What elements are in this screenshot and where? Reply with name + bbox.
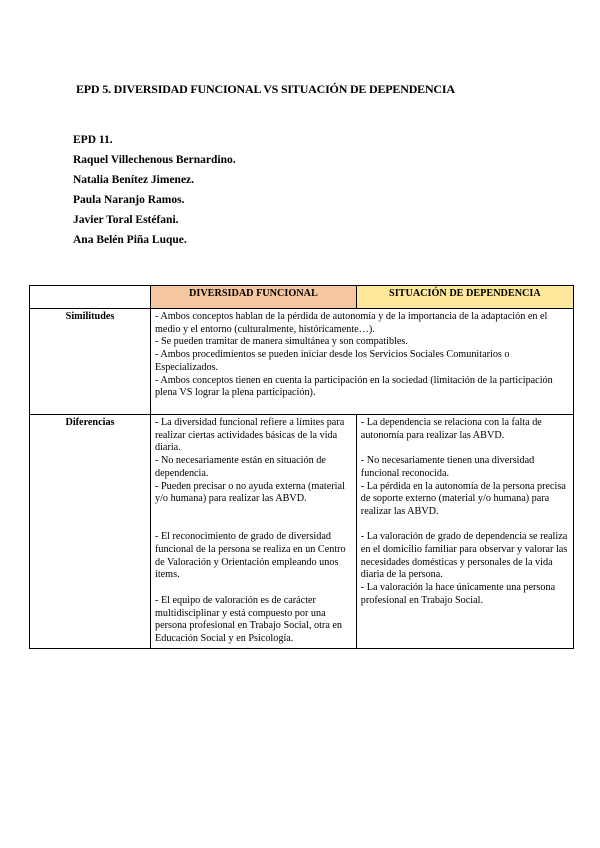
diferencia-item: - No necesariamente tienen una diversidad funcional reconocida. [360,455,535,479]
similitud-item: - Ambos procedimientos se pueden iniciar desde los Servicios Sociales Comunitarios o Especializados. [155,349,510,373]
author-list [73,133,236,253]
table-row-diferencias [30,415,574,649]
row-label-similitudes: Similitudes [30,309,151,415]
author-name: Paula Naranjo Ramos. [73,194,185,206]
diferencia-item: - La valoración de grado de dependencia se realiza en el domicilio familiar para observar y valorar las necesidades domésticas y personales de la vida diaria de la persona. [360,531,568,581]
diferencia-item: - El equipo de valoración es de carácter multidisciplinar y está compuesto por una persona profesional en Trabajo Social, otra en Educación Social y en Psicología. [155,594,343,644]
header-situacion-dependencia: SITUACIÓN DE DEPENDENCIA [356,286,573,309]
author-name: Natalia Benítez Jimenez. [73,174,195,186]
spacer [155,582,352,595]
author-name: Ana Belén Piña Luque. [73,234,187,246]
diferencia-item: - No necesariamente están en situación de dependencia. [155,455,326,479]
similitud-item: - Ambos conceptos tienen en cuenta la participación en la sociedad (limitación de la participación plena VS lograr la plena participación). [155,374,553,399]
diferencia-item: - Pueden precisar o no ayuda externa (material y/o humana) para realizar las ABVD. [155,480,345,505]
author-name: Javier Toral Estéfani. [73,214,179,226]
diferencias-dependencia-cell [356,415,573,649]
document-title: EPD 5. DIVERSIDAD FUNCIONAL VS SITUACIÓN DE DEPENDENCIA [76,82,455,96]
header-diversidad-funcional: DIVERSIDAD FUNCIONAL [151,286,357,309]
similitud-item: - Ambos conceptos hablan de la pérdida de autonomía y de la importancia de la adaptación en el medio y el entorno (culturalmente, históricamente…). [155,311,548,335]
similitud-item: - Se pueden tramitar de manera simultánea y son compatibles. [155,336,408,348]
spacer [155,506,352,519]
table-row-similitudes [30,309,574,415]
spacer [361,519,569,532]
spacer [361,442,569,455]
row-label-diferencias: Diferencias [30,415,151,649]
diferencia-item: - El reconocimiento de grado de diversidad funcional de la persona se realiza en un Centro de Valoración y Orientación empleando unos ítems. [155,531,346,581]
similitudes-cell [151,309,574,415]
diferencia-item: - La dependencia se relaciona con la falta de autonomía para realizar las ABVD. [360,417,542,441]
comparison-table [29,285,574,649]
diferencia-item: - La diversidad funcional refiere a límites para realizar ciertas actividades básicas de la vida diaria. [155,417,345,454]
header-empty-cell [30,286,151,309]
table-header-row [30,286,574,309]
group-label: EPD 11. [73,134,113,146]
spacer [155,519,352,532]
diferencias-diversidad-cell [151,415,357,649]
diferencia-item: - La pérdida en la autonomía de la persona precisa de soporte externo (material y/o humana) para realizar las ABVD. [360,480,566,517]
author-name: Raquel Villechenous Bernardino. [73,154,236,166]
diferencia-item: - La valoración la hace únicamente una persona profesional en Trabajo Social. [360,582,556,606]
